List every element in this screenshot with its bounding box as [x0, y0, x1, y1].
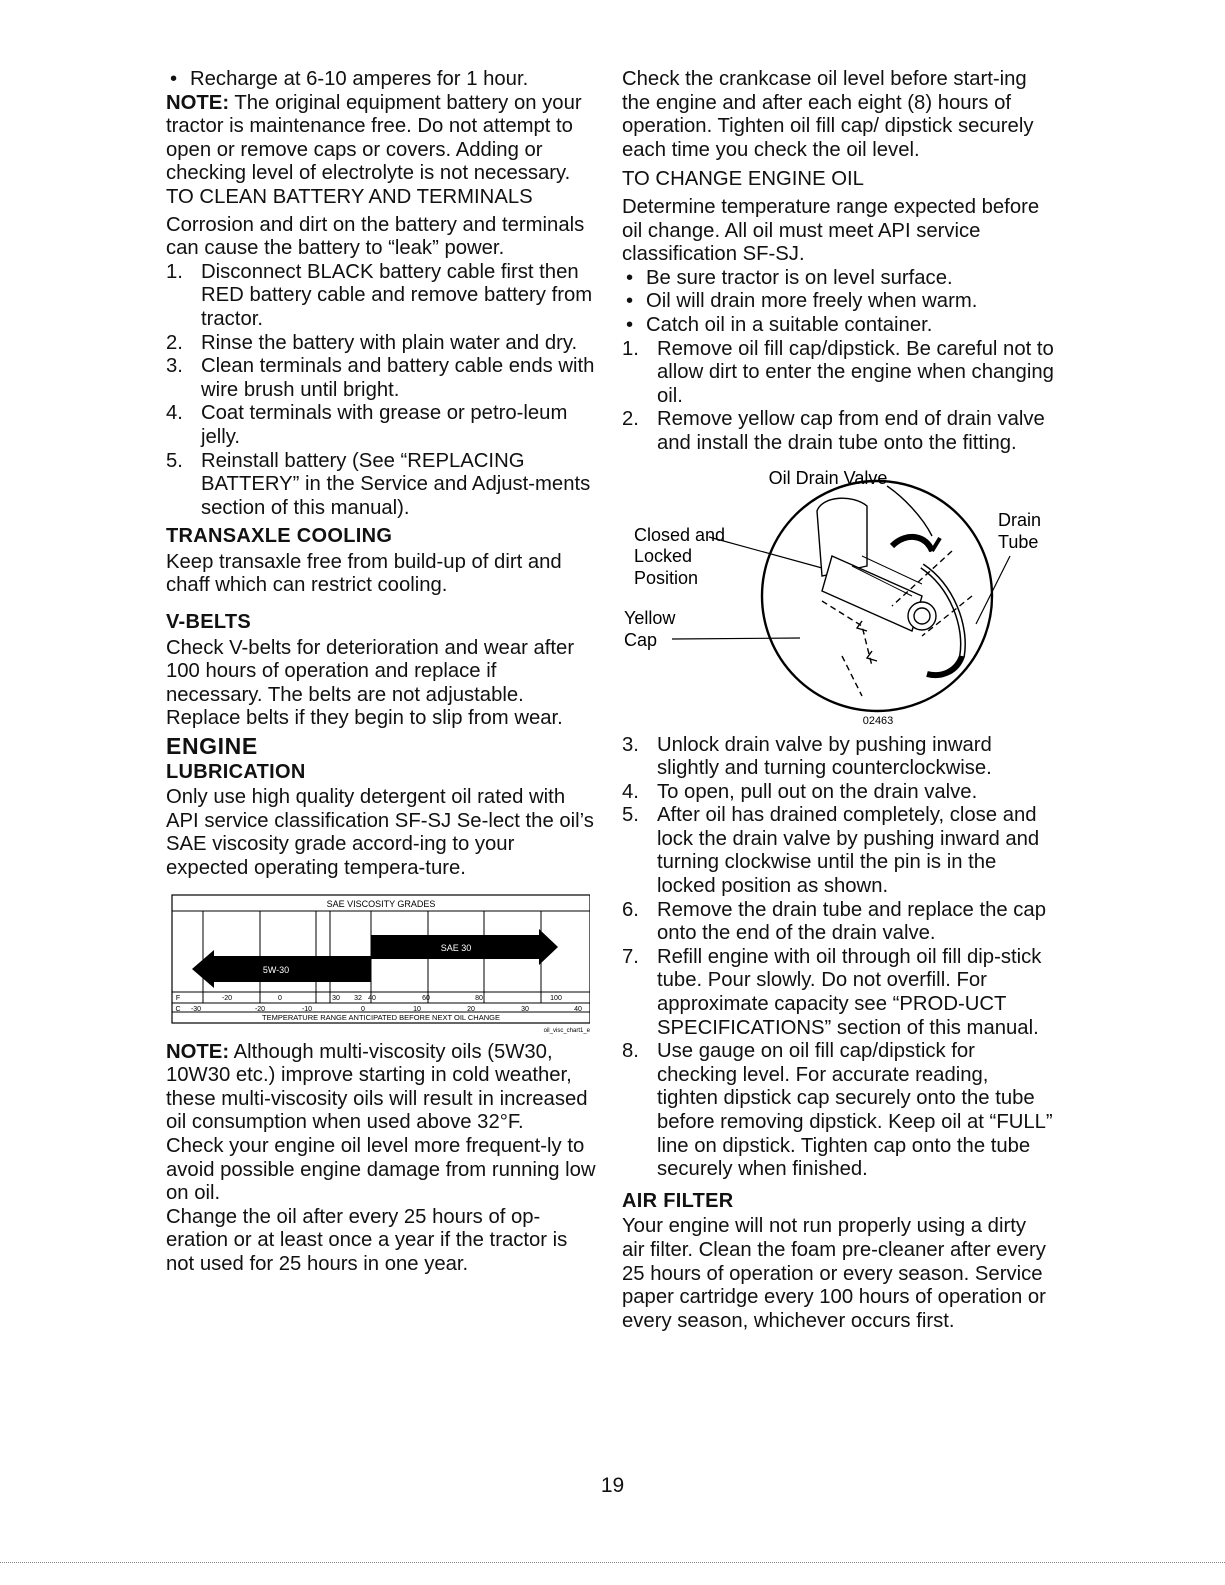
- step-text: Use gauge on oil fill cap/dipstick for checking level. For accurate reading, tighten dipstick cap securely onto the tube before removing dipstick. Keep oil at “FULL” line on dipstick. Tighten cap onto the tube securely when finished.: [657, 1040, 1053, 1181]
- step-text: Clean terminals and battery cable ends with wire brush until bright.: [201, 355, 595, 401]
- bullet-mark: •: [170, 68, 178, 90]
- vbelts-heading: V-BELTS: [166, 611, 252, 634]
- list-item-text: Oil will drain more freely when warm.: [646, 290, 978, 313]
- f-tick: 32: [354, 994, 362, 1002]
- callout-closed-1: Closed and: [634, 524, 726, 545]
- f-scale-label: F: [175, 994, 181, 1002]
- list-item: [166, 355, 596, 402]
- transaxle-text: Keep transaxle free from build-up of dirt and chaff which can restrict cooling.: [166, 550, 562, 597]
- list-item: [622, 734, 1054, 781]
- air-filter-heading: AIR FILTER: [622, 1189, 734, 1212]
- step-text: Reinstall battery (See “REPLACING BATTERY” in the Service and Adjust-ments section of this manual).: [201, 449, 591, 519]
- bullet-mark: •: [626, 290, 634, 313]
- check-crankcase-text: Check the crankcase oil level before start-ing the engine and after each eight (8) hours of operation. Tighten oil fill cap/ dipstick securely each time you check the oil level.: [622, 68, 1034, 161]
- list-item: [622, 946, 1054, 1040]
- f-tick: -20: [221, 994, 233, 1002]
- figure-title: Oil Drain Valve: [768, 467, 888, 488]
- step-number: 5.: [166, 449, 183, 472]
- list-item: [622, 1040, 1054, 1182]
- list-item-text: Be sure tractor is on level surface.: [646, 266, 953, 289]
- list-item: [622, 781, 1054, 805]
- list-item: [622, 804, 1054, 898]
- change-engine-oil-heading: TO CHANGE ENGINE OIL: [622, 168, 864, 191]
- c-tick: 20: [467, 1005, 475, 1013]
- check-oil-text: Check your engine oil level more frequent-ly to avoid possible engine damage from running low on oil.: [166, 1134, 596, 1205]
- list-item: [622, 290, 1054, 314]
- 5w30-label: 5W-30: [262, 964, 290, 975]
- right-column: [622, 68, 1054, 1333]
- c-tick: -30: [190, 1005, 202, 1013]
- step-text: Rinse the battery with plain water and dry.: [201, 331, 578, 354]
- figure-code: 02463: [862, 714, 894, 727]
- callout-yellow-1: Yellow: [624, 607, 676, 628]
- callout-drain-1: Drain: [998, 509, 1042, 530]
- step-number: 4.: [622, 780, 639, 803]
- step-text: Remove the drain tube and replace the cap onto the end of the drain valve.: [657, 898, 1046, 945]
- step-number: 3.: [166, 355, 183, 378]
- f-tick: 40: [368, 994, 376, 1002]
- f-tick: 60: [422, 994, 430, 1002]
- page-bottom-rule: [0, 1562, 1225, 1563]
- recharge-bullet: [166, 68, 596, 92]
- chart-footer: TEMPERATURE RANGE ANTICIPATED BEFORE NEXT OIL CHANGE: [262, 1012, 500, 1022]
- f-tick: 100: [550, 994, 562, 1002]
- note-label: NOTE:: [166, 91, 230, 114]
- list-item: [622, 899, 1054, 946]
- f-tick: 80: [475, 994, 483, 1002]
- step-text: Remove yellow cap from end of drain valve and install the drain tube onto the fitting.: [657, 408, 1045, 454]
- f-tick: 30: [332, 994, 340, 1002]
- step-text: Unlock drain valve by pushing inward slightly and turning counterclockwise.: [657, 733, 992, 780]
- lubrication-text: Only use high quality detergent oil rated with API service classification SF-SJ Se-lect the oil’s SAE viscosity grade accord-ing to your expected operating tempera-ture.: [166, 786, 594, 879]
- change-oil-text: Change the oil after every 25 hours of op-eration or at least once a year if the tractor is not used for 25 hours in one year.: [166, 1205, 568, 1275]
- callout-yellow-2: Cap: [624, 629, 658, 650]
- c-scale-label: C: [175, 1005, 181, 1013]
- c-tick: 30: [521, 1005, 529, 1013]
- multiviscosity-note: [166, 1041, 596, 1135]
- list-item: [166, 332, 596, 356]
- drain-valve-drawing: [672, 481, 1010, 711]
- clean-battery-intro: Corrosion and dirt on the battery and terminals can cause the battery to “leak” power.: [166, 213, 585, 260]
- list-item: [622, 267, 1054, 291]
- list-item: [166, 450, 596, 521]
- step-number: 3.: [622, 733, 639, 756]
- list-item: [166, 402, 596, 449]
- battery-note: [166, 92, 596, 186]
- change-oil-steps-a: [622, 338, 1054, 456]
- page-number: 19: [600, 1474, 625, 1497]
- callout-closed-2: Locked: [634, 545, 693, 566]
- step-number: 2.: [166, 331, 183, 354]
- chart-title: SAE VISCOSITY GRADES: [326, 898, 436, 909]
- step-text: To open, pull out on the drain valve.: [657, 780, 978, 803]
- callout-closed-3: Position: [634, 567, 699, 588]
- bullet-mark: •: [626, 266, 634, 289]
- list-item: [622, 338, 1054, 409]
- c-tick: 40: [574, 1005, 582, 1013]
- callout-drain-2: Tube: [998, 531, 1039, 552]
- step-text: Remove oil fill cap/dipstick. Be careful not to allow dirt to enter the engine when changing oil.: [657, 337, 1054, 407]
- clean-battery-heading: TO CLEAN BATTERY AND TERMINALS: [166, 185, 533, 208]
- step-number: 8.: [622, 1040, 639, 1063]
- c-tick: 0: [361, 1005, 365, 1013]
- note-text: The original equipment battery on your tractor is maintenance free. Do not attempt to open or remove caps or covers. Adding or checking level of electrolyte is not necessary.: [166, 91, 582, 185]
- f-tick: 0: [278, 994, 282, 1002]
- clean-battery-steps: [166, 261, 596, 521]
- change-oil-steps-b: [622, 734, 1054, 1182]
- lubrication-heading: LUBRICATION: [166, 760, 306, 783]
- list-item-text: Catch oil in a suitable container.: [646, 313, 933, 336]
- step-number: 2.: [622, 408, 639, 431]
- c-tick: -10: [301, 1005, 313, 1013]
- recharge-text: Recharge at 6-10 amperes for 1 hour.: [190, 68, 529, 90]
- change-engine-oil-intro: Determine temperature range expected before oil change. All oil must meet API service classification SF-SJ.: [622, 195, 1040, 266]
- c-tick: -20: [254, 1005, 266, 1013]
- list-item: [166, 261, 596, 332]
- bullet-mark: •: [626, 313, 634, 336]
- sae-viscosity-chart: [166, 893, 590, 1035]
- c-tick: 10: [413, 1005, 421, 1013]
- step-number: 5.: [622, 804, 639, 827]
- step-number: 7.: [622, 945, 639, 968]
- left-column: [166, 68, 596, 1277]
- change-oil-bullets: [622, 267, 1054, 338]
- step-number: 4.: [166, 402, 183, 425]
- list-item: [622, 314, 1054, 338]
- step-text: Coat terminals with grease or petro-leum jelly.: [201, 402, 568, 448]
- oil-drain-valve-figure: [622, 456, 1054, 734]
- engine-heading: ENGINE: [166, 733, 258, 760]
- transaxle-heading: TRANSAXLE COOLING: [166, 525, 393, 548]
- note-text: Although multi-viscosity oils (5W30, 10W30 etc.) improve starting in cold weather, these multi-viscosity oils will result in increased oil consumption when used above 32°F.: [166, 1040, 588, 1134]
- air-filter-text: Your engine will not run properly using a dirty air filter. Clean the foam pre-cleaner after every 25 hours of operation or every season. Service paper cartridge every 100 hours of operation or every season, whichever occurs first.: [622, 1215, 1046, 1332]
- step-number: 1.: [622, 337, 639, 360]
- sae-chart-graphic: [166, 893, 590, 1035]
- step-text: After oil has drained completely, close and lock the drain valve by pushing inward and turning clockwise until the pin is in the locked position as shown.: [657, 804, 1040, 898]
- note-label: NOTE:: [166, 1040, 230, 1063]
- f-tick-labels: [176, 995, 562, 1002]
- sae30-label: SAE 30: [440, 942, 472, 953]
- vbelts-text: Check V-belts for deterioration and wear after 100 hours of operation and replace if necessary. The belts are not adjustable. Replace belts if they begin to slip from wear.: [166, 636, 575, 730]
- step-text: Disconnect BLACK battery cable first then RED battery cable and remove battery from tractor.: [201, 260, 593, 330]
- step-number: 6.: [622, 898, 639, 921]
- list-item: [622, 408, 1054, 455]
- step-text: Refill engine with oil through oil fill dip-stick tube. Pour slowly. Do not overfill. For approximate capacity see “PROD-UCT SPECIFICATIONS” section of this manual.: [657, 945, 1042, 1039]
- drain-valve-illustration: [622, 456, 1054, 734]
- step-number: 1.: [166, 260, 183, 283]
- chart-code: oil_visc_chart1_e: [543, 1027, 590, 1034]
